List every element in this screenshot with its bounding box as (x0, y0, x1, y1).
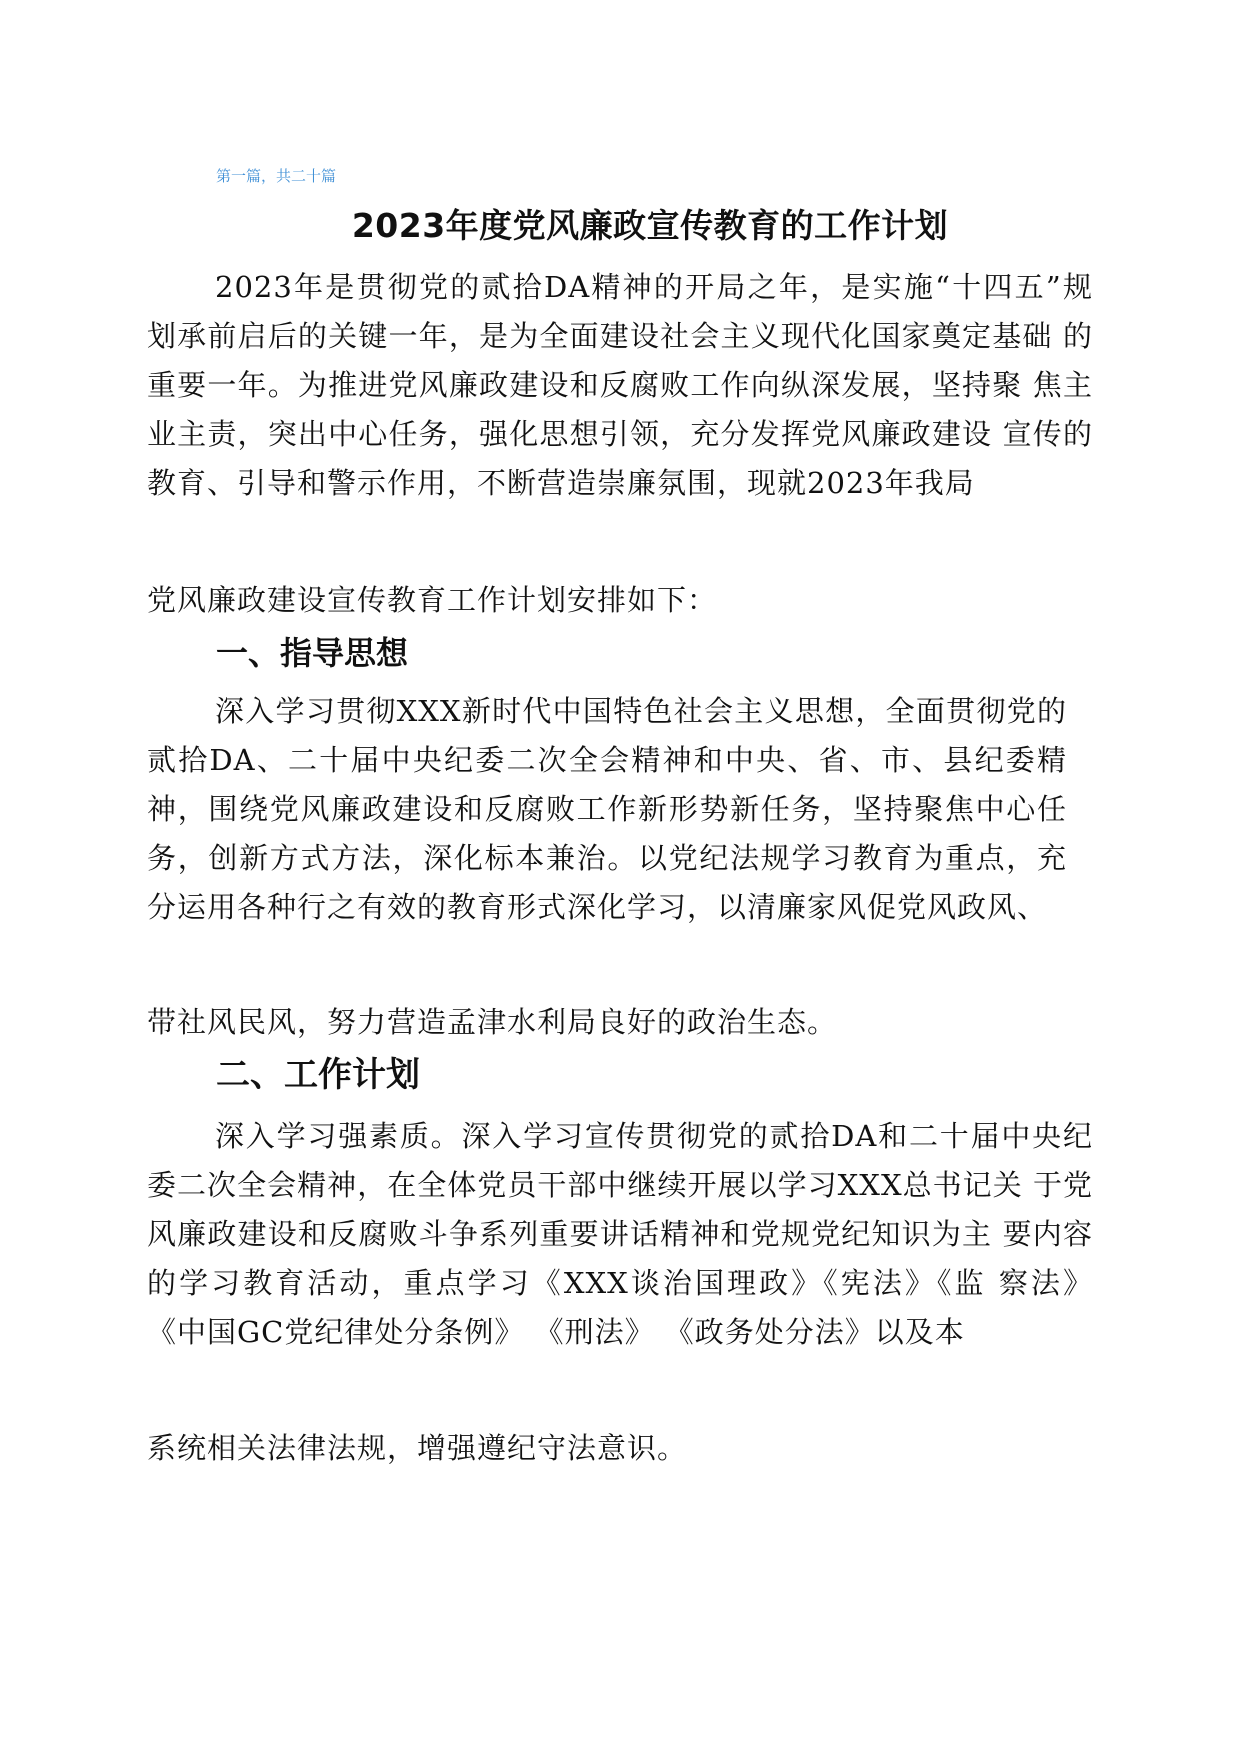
intro-continuation: 党风廉政建设宣传教育工作计划安排如下： (147, 583, 718, 617)
series-note: 第一篇，共二十篇 (216, 167, 337, 185)
intro-paragraph: 2023年是贯彻党的贰拾DA精神的开局之年，是实施“十四五”规 划承前启后的关键一年，是为全面建设社会主义现代化国家奠定基础 的重要一年。为推进党风廉政建设和反腐败工作向纵深发展，坚持聚 焦主业主责，突出中心任务，强化思想引领，充分发挥党风廉政建设 宣传的教育、引导和警示作用，不断营造崇廉氛围，现就2023年我局 (147, 270, 1093, 500)
guiding-ideology-continuation: 带社风民风，努力营造孟津水利局良好的政治生态。 (147, 1005, 838, 1039)
guiding-ideology-paragraph: 深入学习贯彻XXX新时代中国特色社会主义思想，全面贯彻党的贰拾DA、二十届中央纪委二次全会精神和中央、省、市、县纪委精 神，围绕党风廉政建设和反腐败工作新形势新任务，坚持聚焦中心任 务，创新方式方法，深化标本兼治。以党纪法规学习教育为重点，充 分运用各种行之有效的教育形式深化学习，以清廉家风促党风政风、 (147, 694, 1067, 924)
work-plan-paragraph: 深入学习强素质。深入学习宣传贯彻党的贰拾DA和二十届中央纪 委二次全会精神，在全体党员干部中继续开展以学习XXX总书记关 于党风廉政建设和反腐败斗争系列重要讲话精神和党规党纪知识为主 要内容的学习教育活动，重点学习《XXX谈治国理政》《宪法》《监 察法》 《中国GC党纪律处分条例》 《刑法》 《政务处分法》以及本 (147, 1119, 1093, 1349)
section-heading-guiding-ideology: 一、指导思想 (216, 634, 409, 672)
work-plan-continuation: 系统相关法律法规，增强遵纪守法意识。 (147, 1431, 688, 1465)
document-title: 2023年度党风廉政宣传教育的工作计划 (351, 206, 949, 245)
section-heading-work-plan: 二、工作计划 (216, 1055, 420, 1095)
